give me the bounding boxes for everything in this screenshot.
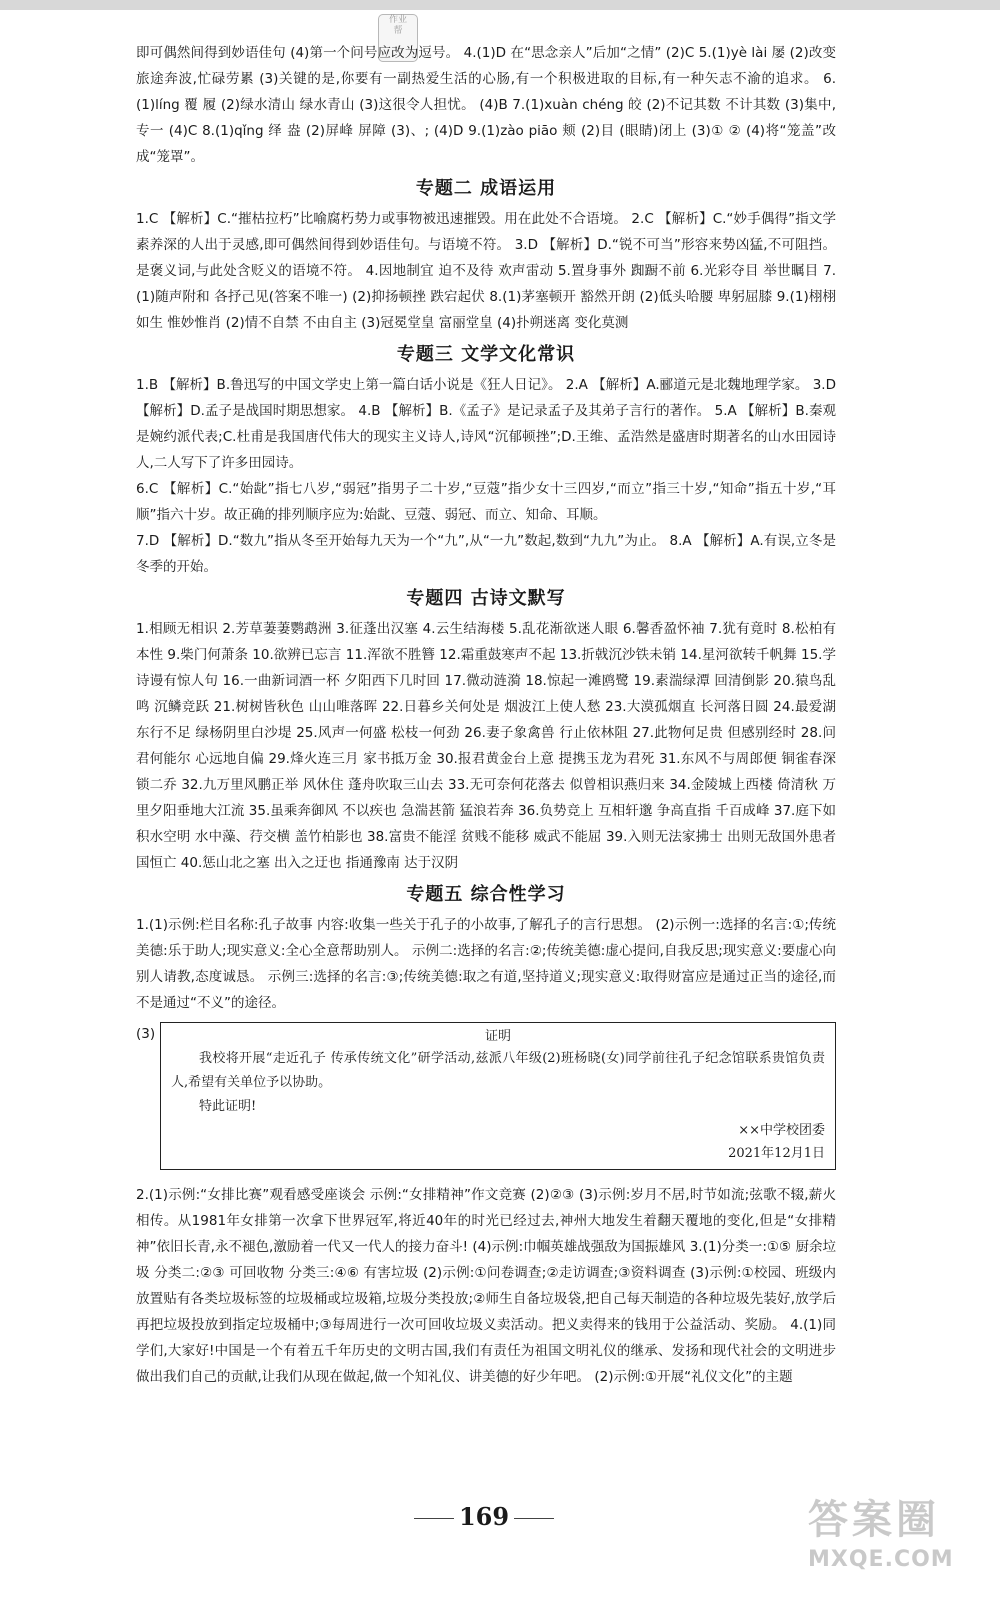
section-heading-topic2: 专题二 成语运用	[415, 178, 557, 199]
certificate-closing: 特此证明!	[199, 1099, 257, 1114]
watermark-url: MXQE.COM	[808, 1547, 954, 1572]
certificate-box	[160, 1022, 836, 1170]
certificate-title: 证明	[484, 1029, 511, 1044]
certificate-number: (3)	[136, 1026, 156, 1042]
answer-paragraph-topic4: 1.相顾无相识 2.芳草萋萋鹦鹉洲 3.征蓬出汉塞 4.云生结海楼 5.乱花渐欲迷人眼 6.馨香盈怀袖 7.犹有竟时 8.松柏有本性 9.柴门何萧条 10.欲辨已忘言 11.浑欲不胜簪 12.霜重鼓寒声不起 13.折戟沉沙铁未销 14.星河欲转千帆舞 15.学诗谩有惊人句 16.一曲新词酒一杯 夕阳西下几时回 17.微动涟漪 18.惊起一滩鸥鹭 19.素湍绿潭 回清倒影 20.猿鸟乱鸣 沉鳞竞跃 21.树树皆秋色 山山唯落晖 22.日暮乡关何处是 烟波江上使人愁 23.大漠孤烟直 长河落日圆 24.最爱湖东行不足 绿杨阴里白沙堤 25.风声一何盛 松枝一何劲 26.妻子象禽兽 行止依林阻 27.此物何足贵 但感别经时 28.问君何能尔 心远地自偏 29.烽火连三月 家书抵万金 30.报君黄金台上意 提携玉龙为君死 31.东风不与周郎便 铜雀春深锁二乔 32.九万里风鹏正举 风休住 蓬舟吹取三山去 33.无可奈何花落去 似曾相识燕归来 34.金陵城上西楼 倚清秋 万里夕阳垂地大江流 35.虽乘奔御风 不以疾也 急湍甚箭 猛浪若奔 36.负势竞上 互相轩邈 争高直指 千百成峰 37.庭下如积水空明 水中藻、荇交横 盖竹柏影也 38.富贵不能淫 贫贱不能移 威武不能屈 39.入则无法家拂士 出则无敌国外患者 国恒亡 40.惩山北之塞 出入之迂也 指通豫南 达于汉阴	[136, 621, 841, 871]
stamp-line-1: 作业	[388, 15, 407, 25]
section-heading-topic5: 专题五 综合性学习	[406, 884, 566, 905]
page-number: 169	[458, 1502, 510, 1531]
certificate-signature: ××中学校团委	[738, 1123, 825, 1138]
footer-rule-right	[514, 1518, 554, 1519]
answer-paragraph-topic5-q2-q4: 2.(1)示例:“女排比赛”观看感受座谈会 示例:“女排精神”作文竞赛 (2)②③ (3)示例:岁月不居,时节如流;弦歌不辍,薪火相传。从1981年女排第一次拿下世界冠军,将近40年的时光已经过去,神州大地发生着翻天覆地的变化,但是“女排精神”依旧长青,永不褪色,激励着一代又一代人的接力奋斗! (4)示例:巾帼英雄战强敌为国振雄风 3.(1)分类一:①⑤ 厨余垃圾 分类二:②③ 可回收物 分类三:④⑥ 有害垃圾 (2)示例:①问卷调查;②走访调查;③资料调查 (3)示例:①校园、班级内放置贴有各类垃圾标签的垃圾桶或垃圾箱,垃圾分类投放;②师生自备垃圾袋,把自己每天制造的各种垃圾先装好,放学后再把垃圾投放到指定垃圾桶中;③每周进行一次可回收垃圾义卖活动。把义卖得来的钱用于公益活动、奖励。 4.(1)同学们,大家好!中国是一个有着五千年历史的文明古国,我们有责任为祖国文明礼仪的继承、发扬和现代社会的文明进步做出我们自己的贡献,让我们从现在做起,做一个知礼仪、讲美德的好少年吧。 (2)示例:①开展“礼仪文化”的主题	[136, 1187, 836, 1385]
watermark-logo: 答案圈	[808, 1497, 940, 1543]
stamp-line-2: 帮	[393, 26, 403, 36]
answer-content	[136, 40, 841, 1390]
answer-paragraph-topic2: 1.C 【解析】C.“摧枯拉朽”比喻腐朽势力或事物被迅速摧毁。用在此处不合语境。 2.C 【解析】C.“妙手偶得”指文学素养深的人出于灵感,即可偶然间得到妙语佳句。与语境不符。 3.D 【解析】D.“锐不可当”形容来势凶猛,不可阻挡。是褒义词,与此处含贬义的语境不符。 4.因地制宜 迫不及待 欢声雷动 5.置身事外 踟蹰不前 6.光彩夺目 举世瞩目 7.(1)随声附和 各抒己见(答案不唯一) (2)抑扬顿挫 跌宕起伏 8.(1)茅塞顿开 豁然开朗 (2)低头哈腰 卑躬屈膝 9.(1)栩栩如生 惟妙惟肖 (2)情不自禁 不由自主 (3)冠冕堂皇 富丽堂皇 (4)扑朔迷离 变化莫测	[136, 211, 836, 331]
certificate-date: 2021年12月1日	[728, 1146, 825, 1161]
footer-rule-left	[414, 1518, 454, 1519]
answer-paragraph-topic3-c: 7.D 【解析】D.“数九”指从冬至开始每九天为一个“九”,从“一九”数起,数到“九九”为止。 8.A 【解析】A.有误,立冬是冬季的开始。	[136, 533, 836, 575]
section-heading-topic4: 专题四 古诗文默写	[406, 588, 566, 609]
answer-paragraph-topic5-q1: 1.(1)示例:栏目名称:孔子故事 内容:收集一些关于孔子的小故事,了解孔子的言行思想。 (2)示例一:选择的名言:①;传统美德:乐于助人;现实意义:全心全意帮助别人。 示例二:选择的名言:②;传统美德:虚心提问,自我反思;现实意义:要虚心向别人请教,态度诚恳。 示例三:选择的名言:③;传统美德:取之有道,坚持道义;现实意义:取得财富应是通过正当的途径,而不是通过“不义”的途径。	[136, 917, 836, 1011]
site-watermark	[808, 1494, 988, 1594]
certificate-row	[136, 1022, 836, 1174]
answer-paragraph-topic1-end: 即可偶然间得到妙语佳句 (4)第一个问号应改为逗号。 4.(1)D 在“思念亲人”后加“之情” (2)C 5.(1)yè lài 屡 (2)改变 旅途奔波,忙碌劳累 (3)关键的是,你要有一副热爱生活的心肠,有一个积极进取的目标,有一种矢志不渝的追求。 6.(1)líng 覆 履 (2)绿水清山 绿水青山 (3)这很令人担忧。 (4)B 7.(1)xuàn chéng 皎 (2)不记其数 不计其数 (3)集中,专一 (4)C 8.(1)qǐng 绎 盎 (2)屏峰 屏障 (3)、; (4)D 9.(1)zào piāo 颊 (2)目 (眼睛)闭上 (3)① ② (4)将“笼盖”改成“笼罩”。	[136, 45, 841, 165]
answer-paragraph-topic3-a: 1.B 【解析】B.鲁迅写的中国文学史上第一篇白话小说是《狂人日记》。 2.A 【解析】A.郦道元是北魏地理学家。 3.D 【解析】D.孟子是战国时期思想家。 4.B 【解析】B.《孟子》是记录孟子及其弟子言行的著作。 5.A 【解析】B.秦观是婉约派代表;C.杜甫是我国唐代伟大的现实主义诗人,诗风“沉郁顿挫”;D.王维、孟浩然是盛唐时期著名的山水田园诗人,二人写下了许多田园诗。	[136, 377, 841, 471]
certificate-body: 我校将开展“走近孔子 传承传统文化”研学活动,兹派八年级(2)班杨晓(女)同学前往孔子纪念馆联系贵馆负责人,希望有关单位予以协助。	[171, 1051, 825, 1090]
answer-paragraph-topic3-b: 6.C 【解析】C.“始龀”指七八岁,“弱冠”指男子二十岁,“豆蔻”指少女十三四岁,“而立”指三十岁,“知命”指五十岁,“耳顺”指六十岁。故正确的排列顺序应为:始龀、豆蔻、弱冠、而立、知命、耳顺。	[136, 481, 836, 523]
scan-edge	[0, 0, 1000, 10]
section-heading-topic3: 专题三 文学文化常识	[396, 344, 576, 365]
